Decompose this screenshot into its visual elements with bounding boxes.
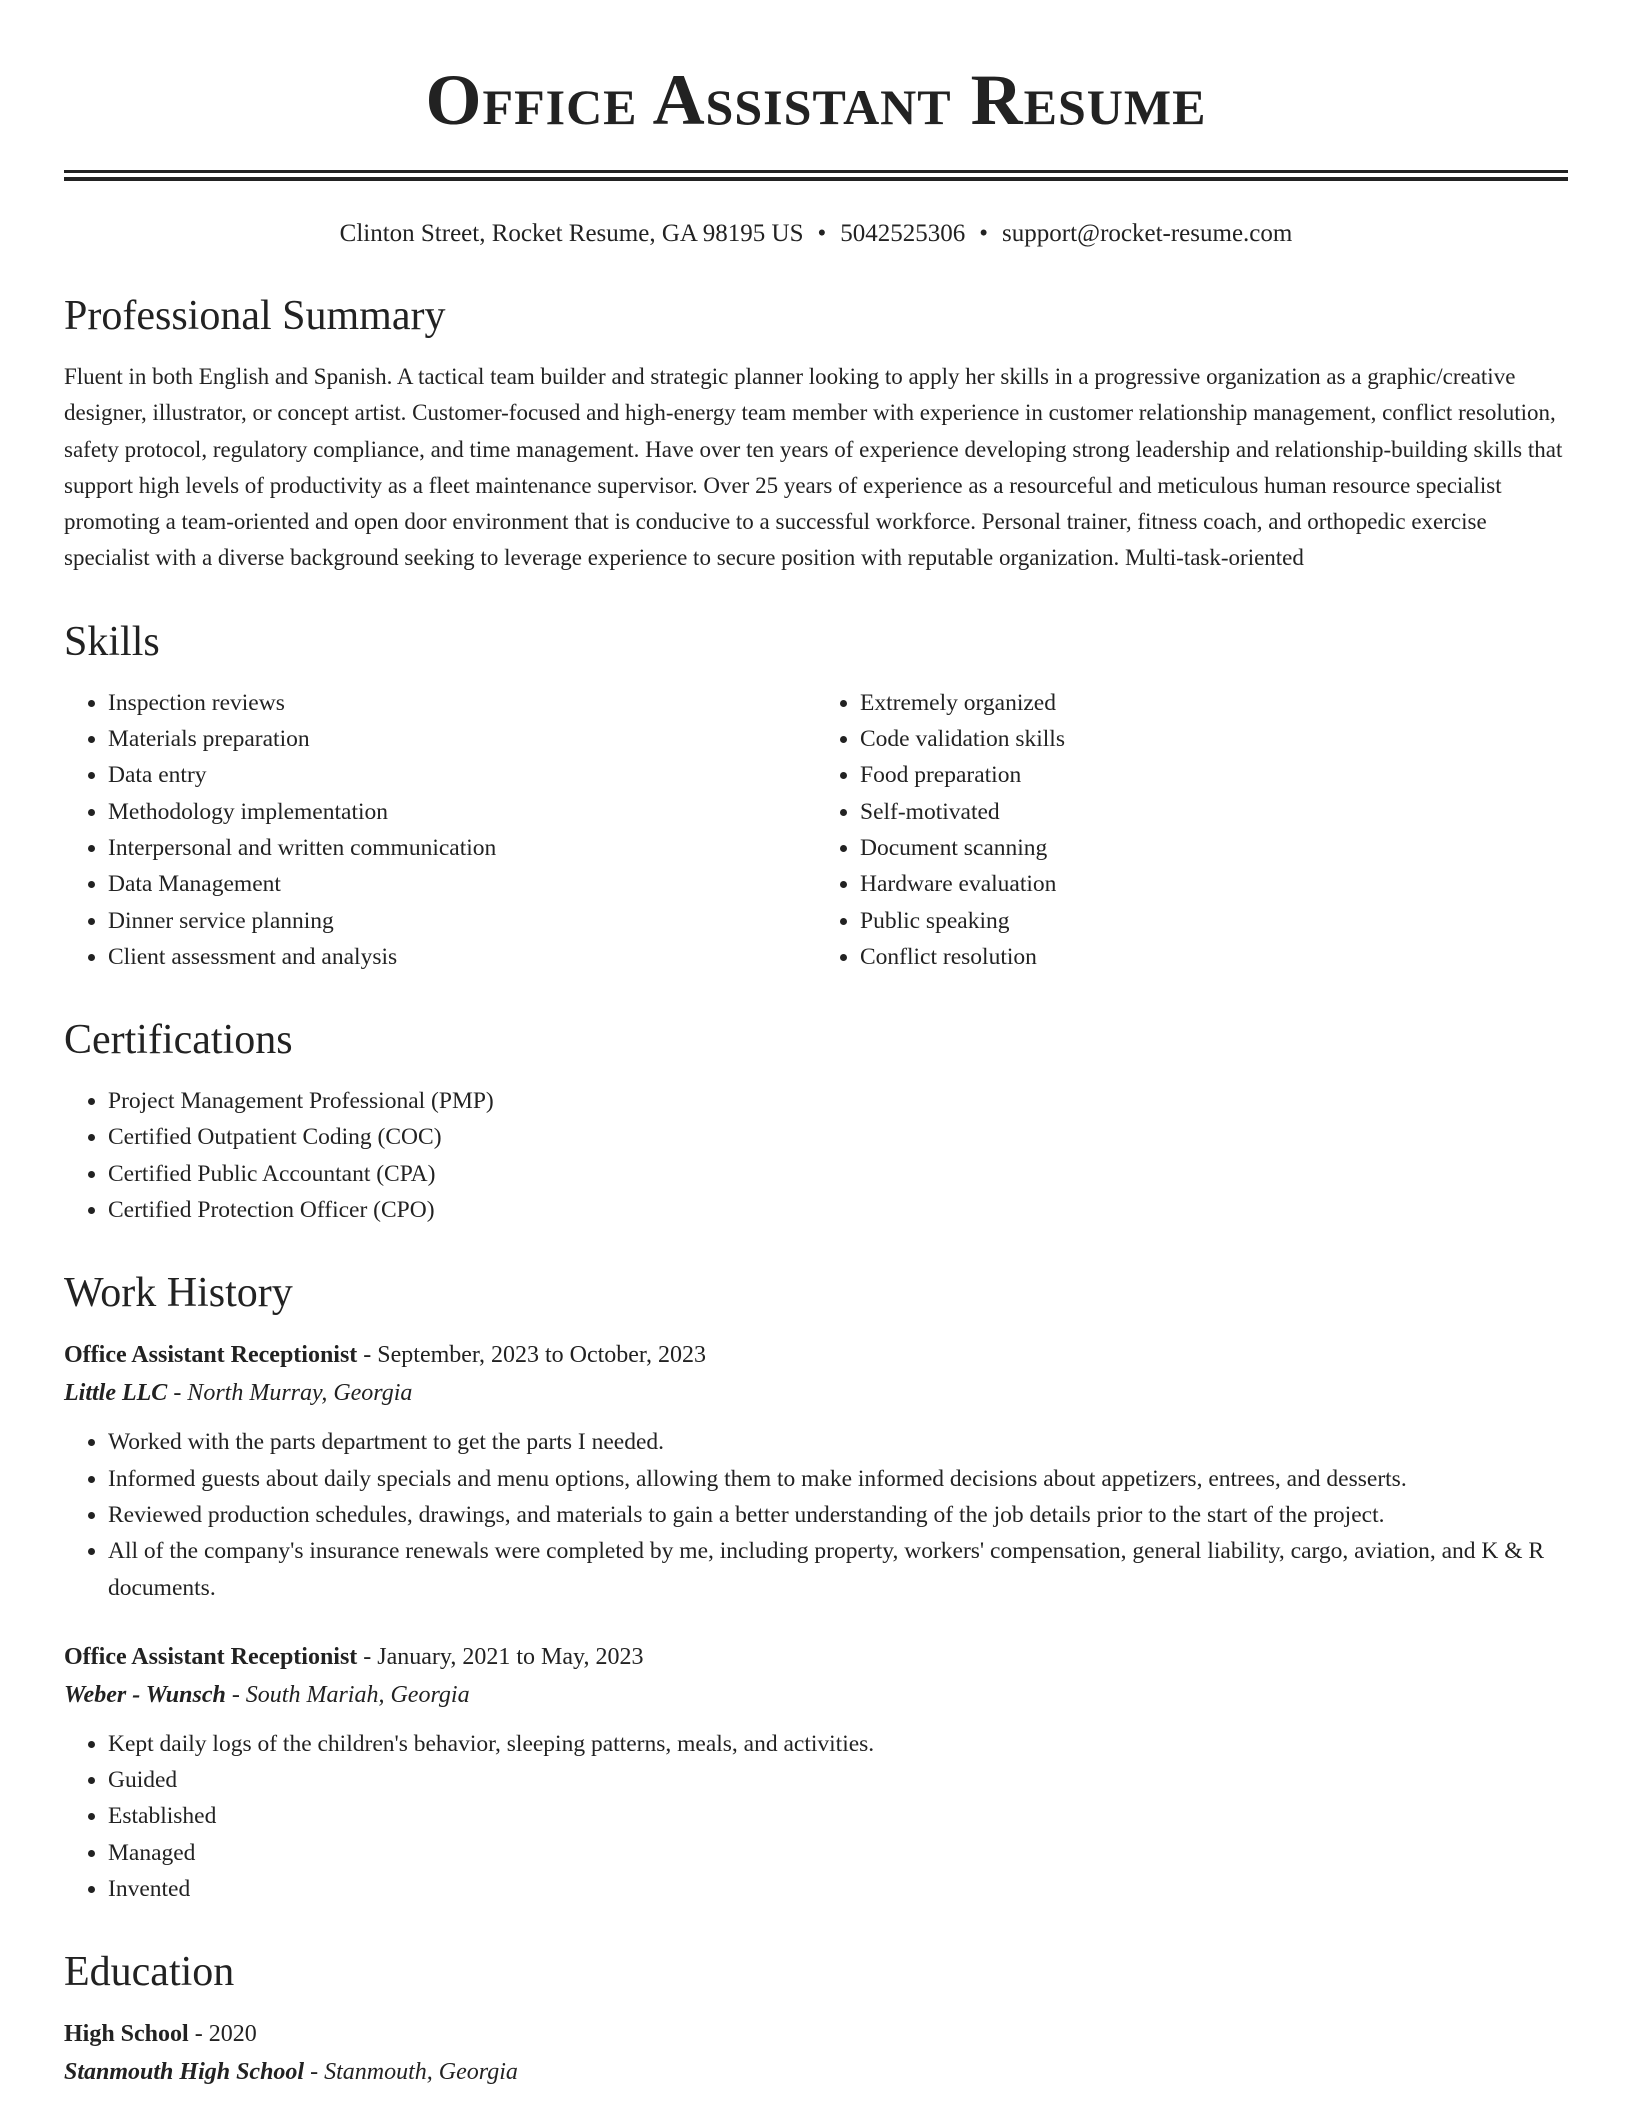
skills-list-left bbox=[64, 685, 816, 975]
job-title: Office Assistant Receptionist bbox=[64, 1643, 358, 1670]
contact-email: support@rocket-resume.com bbox=[1002, 220, 1293, 247]
job-location: - South Mariah, Georgia bbox=[225, 1681, 470, 1708]
work-history-section bbox=[64, 1268, 1568, 1907]
title-divider bbox=[64, 170, 1568, 181]
skill-item: • Conflict resolution bbox=[860, 939, 1568, 975]
contact-separator: • bbox=[979, 220, 989, 247]
certifications-list bbox=[64, 1083, 1568, 1228]
education-school-line bbox=[64, 2053, 1568, 2091]
job-entry bbox=[64, 1336, 1568, 1605]
job-duty: • Reviewed production schedules, drawings, and materials to gain a better understanding of the job details prior to the start of the project. bbox=[108, 1497, 1568, 1533]
education-school: Stanmouth High School bbox=[64, 2059, 305, 2086]
job-dates: - January, 2021 to May, 2023 bbox=[357, 1643, 644, 1670]
job-duty: • Managed bbox=[108, 1835, 1568, 1871]
job-duty: • Established bbox=[108, 1798, 1568, 1834]
job-duty: • Kept daily logs of the children's behavior, sleeping patterns, meals, and activities. bbox=[108, 1726, 1568, 1762]
certification-item: • Certified Protection Officer (CPO) bbox=[108, 1192, 1568, 1228]
job-title-line bbox=[64, 1638, 1568, 1676]
skill-item: • Interpersonal and written communication bbox=[108, 830, 816, 866]
section-heading: Certifications bbox=[64, 1017, 293, 1064]
skill-item: • Data entry bbox=[108, 757, 816, 793]
certification-item: • Certified Outpatient Coding (COC) bbox=[108, 1119, 1568, 1155]
skill-item: • Hardware evaluation bbox=[860, 866, 1568, 902]
education-location: - Stanmouth, Georgia bbox=[304, 2059, 518, 2086]
skill-item: • Dinner service planning bbox=[108, 903, 816, 939]
job-duty: • Worked with the parts department to get the parts I needed. bbox=[108, 1424, 1568, 1460]
section-heading: Skills bbox=[64, 618, 160, 665]
summary-text: Fluent in both English and Spanish. A tactical team builder and strategic planner looking to apply her skills in a progressive organization as a graphic/creative designer, illustrator, or concept artist. Customer-focused and high-energy team member with experience in customer relationship management, conflict resolution, safety protocol, regulatory compliance, and time management. Have over ten years of experience developing strong leadership and relationship-building skills that support high levels of productivity as a fleet maintenance supervisor. Over 25 years of experience as a resourceful and meticulous human resource specialist promoting a team-oriented and open door environment that is conducive to a successful workforce. Personal trainer, fitness coach, and orthopedic exercise specialist with a diverse background seeking to leverage experience to secure position with reputable organization. Multi-task-oriented bbox=[64, 364, 1563, 571]
education-section bbox=[64, 1947, 1568, 2091]
job-duties-list bbox=[64, 1726, 1568, 1907]
skill-item: • Self-motivated bbox=[860, 794, 1568, 830]
skill-item: • Extremely organized bbox=[860, 685, 1568, 721]
skills-list-right bbox=[816, 685, 1568, 975]
contact-phone: 5042525306 bbox=[840, 220, 966, 247]
skill-item: • Methodology implementation bbox=[108, 794, 816, 830]
skills-section bbox=[64, 617, 1568, 975]
section-heading: Professional Summary bbox=[64, 293, 446, 339]
job-duty: • Guided bbox=[108, 1762, 1568, 1798]
section-heading: Work History bbox=[64, 1270, 293, 1317]
job-location: - North Murray, Georgia bbox=[167, 1380, 413, 1407]
skill-item: • Document scanning bbox=[860, 830, 1568, 866]
skill-item: • Inspection reviews bbox=[108, 685, 816, 721]
certifications-section bbox=[64, 1015, 1568, 1228]
job-duty: • Informed guests about daily specials and menu options, allowing them to make informed decisions about appetizers, entrees, and desserts. bbox=[108, 1461, 1568, 1497]
job-dates: - September, 2023 to October, 2023 bbox=[357, 1342, 706, 1369]
skill-item: • Materials preparation bbox=[108, 721, 816, 757]
job-duty: • Invented bbox=[108, 1871, 1568, 1907]
education-degree-line bbox=[64, 2015, 1568, 2053]
professional-summary-section bbox=[64, 291, 1568, 577]
job-company: Weber - Wunsch bbox=[64, 1681, 226, 1708]
skill-item: • Food preparation bbox=[860, 757, 1568, 793]
skill-item: • Public speaking bbox=[860, 903, 1568, 939]
contact-separator: • bbox=[817, 220, 827, 247]
education-degree: High School bbox=[64, 2021, 189, 2048]
job-company-line bbox=[64, 1374, 1568, 1412]
job-entry bbox=[64, 1638, 1568, 1907]
job-company-line bbox=[64, 1676, 1568, 1714]
skill-item: • Code validation skills bbox=[860, 721, 1568, 757]
certification-item: • Project Management Professional (PMP) bbox=[108, 1083, 1568, 1119]
education-year: - 2020 bbox=[188, 2021, 257, 2048]
job-company: Little LLC bbox=[64, 1380, 168, 1407]
job-duty: • All of the company's insurance renewals were completed by me, including property, workers' compensation, general liability, cargo, aviation, and K & R documents. bbox=[108, 1533, 1568, 1606]
job-title: Office Assistant Receptionist bbox=[64, 1342, 358, 1369]
skill-item: • Data Management bbox=[108, 866, 816, 902]
certification-item: • Certified Public Accountant (CPA) bbox=[108, 1156, 1568, 1192]
skill-item: • Client assessment and analysis bbox=[108, 939, 816, 975]
job-duties-list bbox=[64, 1424, 1568, 1605]
contact-line bbox=[64, 217, 1568, 251]
job-title-line bbox=[64, 1336, 1568, 1374]
contact-address: Clinton Street, Rocket Resume, GA 98195 US bbox=[339, 220, 804, 247]
resume-title: Office Assistant Resume bbox=[425, 60, 1207, 140]
skills-columns bbox=[64, 685, 1568, 975]
section-heading: Education bbox=[64, 1949, 235, 1996]
